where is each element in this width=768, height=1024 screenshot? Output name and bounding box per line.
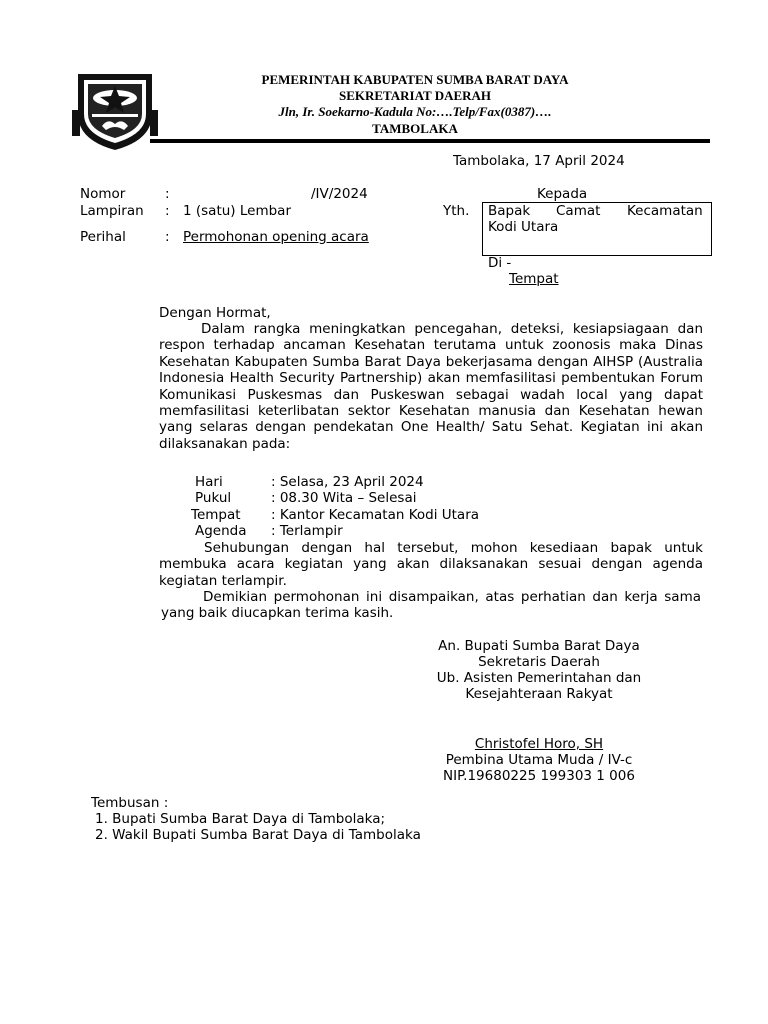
schedule-label-hari: Hari [195,474,223,490]
recipient-line1-a: Bapak [488,203,531,219]
signature-line-1: An. Bupati Sumba Barat Daya [438,638,640,654]
schedule-label-agenda: Agenda [195,523,247,539]
greeting: Dengan Hormat, [159,305,271,321]
schedule-value-pukul: : 08.30 Wita – Selesai [271,490,417,506]
cc-item-2: 2. Wakil Bupati Sumba Barat Daya di Tambolaka [95,827,421,843]
lampiran-value: 1 (satu) Lembar [183,203,291,219]
signature-line-3: Ub. Asisten Pemerintahan dan [436,670,642,686]
recipient-line2: Kodi Utara [488,219,559,235]
signature-line-4: Kesejahteraan Rakyat [465,686,613,702]
perihal-value: Permohonan opening acara [183,229,369,245]
schedule-value-hari: : Selasa, 23 April 2024 [271,474,424,490]
recipient-line1-b: Camat [556,203,601,219]
recipient-di: Di - [488,255,512,271]
perihal-label: Perihal [80,229,126,245]
nomor-label: Nomor [80,186,126,202]
paragraph-3: Demikian permohonan ini disampaikan, atas perhatian dan kerja sama yang baik diucapkan terima kasih. [161,589,701,622]
signatory-name: Christofel Horo, SH [474,736,604,752]
nomor-value: /IV/2024 [311,186,368,202]
letterhead-city: TAMBOLAKA [372,121,458,136]
paragraph-1: Dalam rangka meningkatkan pencegahan, deteksi, kesiapsiagaan dan respon terhadap ancaman Kesehatan terutama untuk zoonosis maka Dinas Kesehatan Kabupaten Sumba Barat Daya bekerjasama dengan AIHSP (Australia Indonesia Health Security Partnership) akan memfasilitasi pembentukan Forum Komunikasi Puskesmas dan Puskeswan sebagai wadah local yang dapat memfasilitasi keterlibatan sektor Kesehatan manusia dan Kesehatan hewan yang selaras dengan pendekatan One Health/ Satu Sehat. Kegiatan ini akan dilaksanakan pada: [159,321,703,452]
schedule-value-agenda: : Terlampir [271,523,343,539]
perihal-colon: : [165,229,170,245]
letterhead-divider [150,139,710,143]
lampiran-colon: : [165,203,170,219]
letterhead-government: PEMERINTAH KABUPATEN SUMBA BARAT DAYA [261,72,569,87]
recipient-tempat: Tempat [509,271,559,287]
schedule-label-pukul: Pukul [195,490,232,506]
paragraph-2: Sehubungan dengan hal tersebut, mohon kesediaan bapak untuk membuka acara kegiatan yang akan dilaksanakan sesuai dengan agenda kegiatan terlampir. [159,540,703,589]
cc-item-1: 1. Bupati Sumba Barat Daya di Tambolaka; [95,811,386,827]
regency-emblem-logo [72,70,158,152]
yth-label: Yth. [443,203,470,219]
recipient-line1-c: Kecamatan [627,203,703,219]
signatory-nip: NIP.19680225 199303 1 006 [443,768,635,784]
nomor-colon: : [165,186,170,202]
lampiran-label: Lampiran [80,203,144,219]
letterhead-office: SEKRETARIAT DAERAH [338,88,492,103]
cc-title: Tembusan : [91,795,169,811]
letterhead-address: Jln, Ir. Soekarno-Kadula No:….Telp/Fax(0387)…. [278,104,552,119]
schedule-label-tempat: Tempat [191,507,241,523]
schedule-value-tempat: : Kantor Kecamatan Kodi Utara [271,507,480,523]
signature-line-2: Sekretaris Daerah [478,654,600,670]
kepada-label: Kepada [537,186,588,202]
letter-date: Tambolaka, 17 April 2024 [453,153,625,169]
signatory-rank: Pembina Utama Muda / IV-c [445,752,633,768]
